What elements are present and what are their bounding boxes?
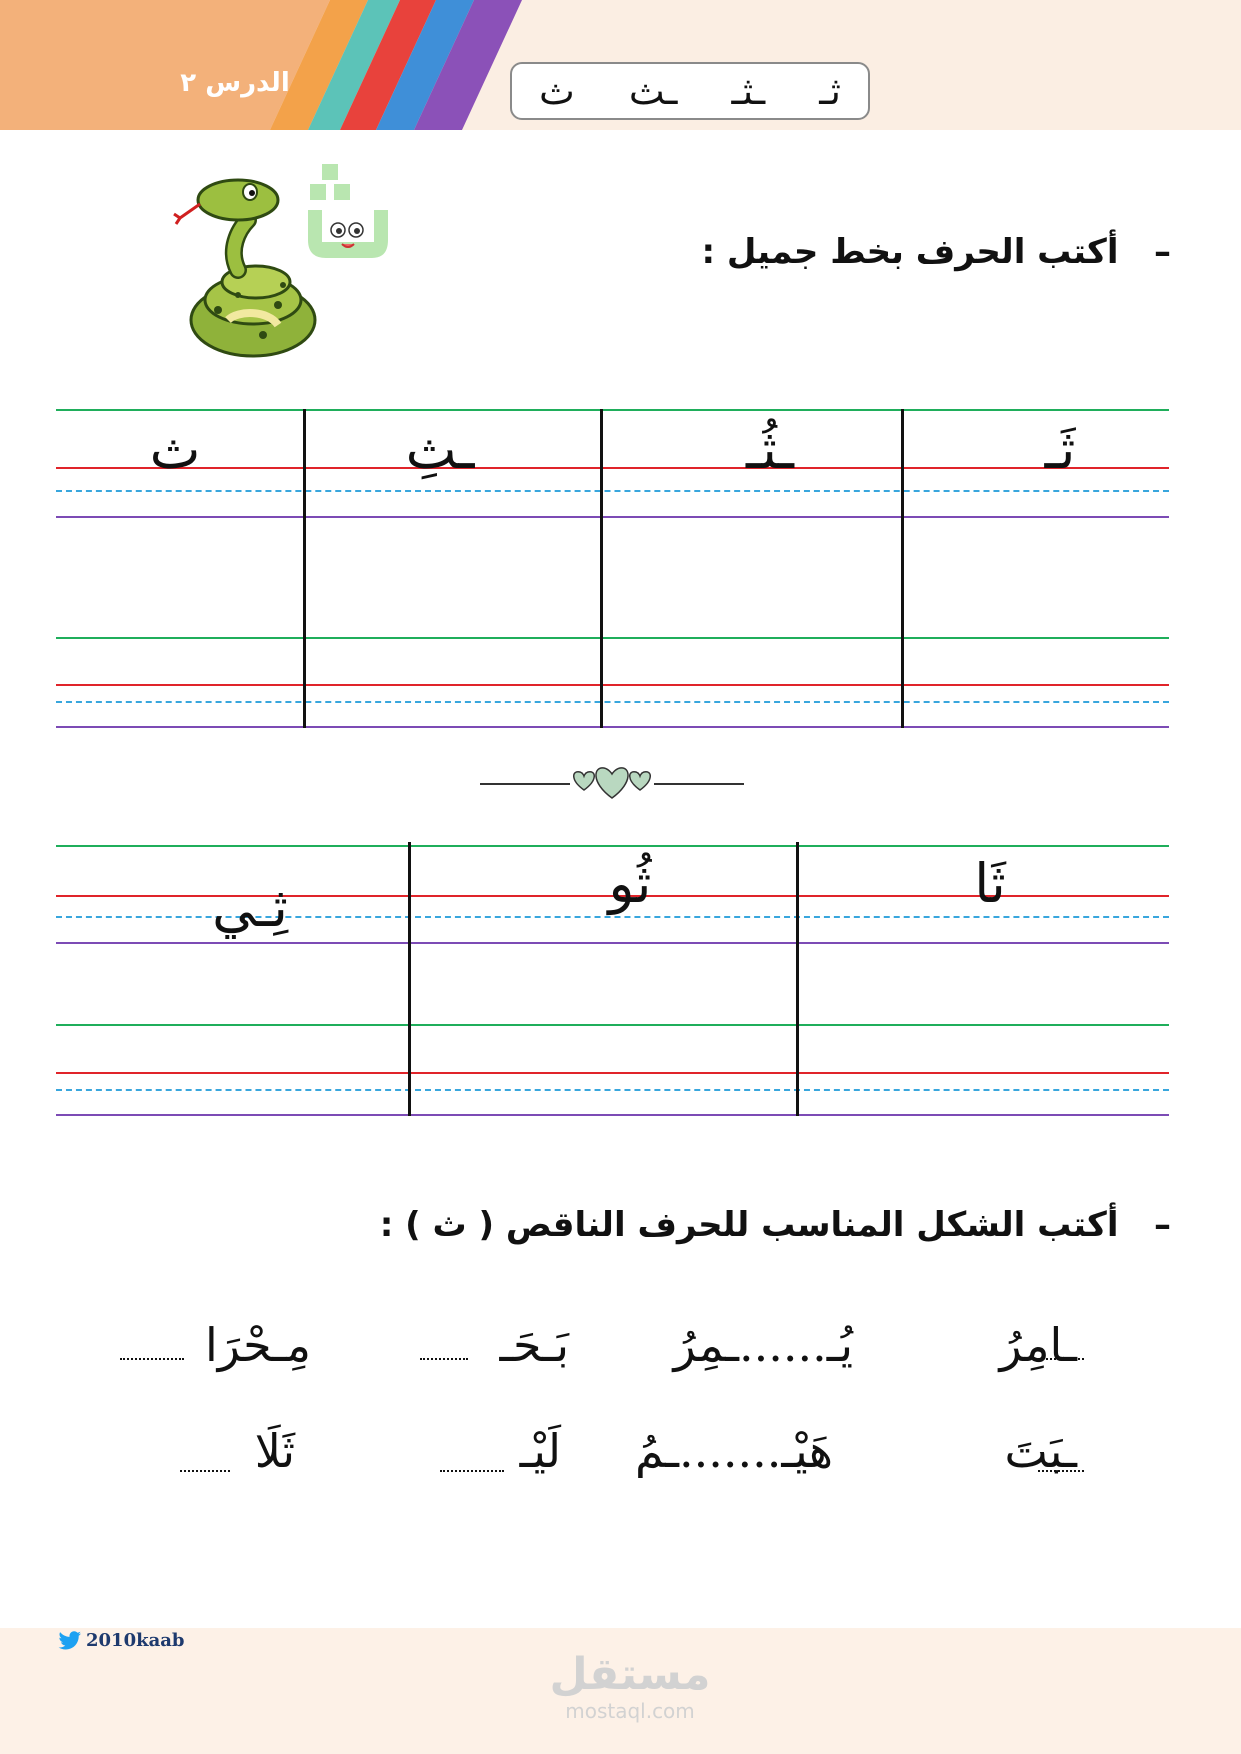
fill-word-8: ثَلَا <box>254 1424 295 1478</box>
watermark-url: mostaql.com <box>565 1699 695 1723</box>
model-syllable-thu-waw: ثُو <box>608 852 652 915</box>
blank-line[interactable] <box>1038 1358 1084 1360</box>
divider-left <box>480 783 570 785</box>
model-letter-medial: ـثُـ <box>746 418 794 481</box>
divider-right <box>654 783 744 785</box>
lesson-label: الدرس ٢ <box>180 68 290 98</box>
blank-line[interactable] <box>420 1358 468 1360</box>
model-letter-isolated: ث <box>149 418 201 481</box>
hearts-icon <box>566 760 658 804</box>
twitter-bird-icon <box>58 1631 82 1651</box>
fill-word-2: يُـ......ـمِرُ <box>673 1318 853 1372</box>
fill-word-5: ـبَتَ <box>1004 1424 1077 1478</box>
header-stripes <box>0 0 540 130</box>
twitter-handle-text: 2010kaab <box>86 1630 185 1651</box>
letter-form-medial: ـثـ <box>731 69 766 113</box>
model-syllable-tha-alif: ثَا <box>974 852 1006 915</box>
section2-instruction-text: أكتب الشكل المناسب للحرف الناقص ( ث ) : <box>379 1205 1119 1245</box>
letter-forms-box <box>510 62 870 120</box>
blank-line[interactable] <box>180 1470 230 1472</box>
watermark <box>520 1650 740 1722</box>
fill-word-1: ـامِرُ <box>999 1318 1077 1372</box>
model-syllable-thi-ya: ثِـي <box>212 876 288 939</box>
fill-word-7: لَيْـ <box>519 1424 561 1478</box>
fill-word-3: بَـحَـ <box>499 1318 569 1372</box>
section2-instruction <box>380 1205 1171 1245</box>
watermark-arabic: مستقل <box>549 1649 711 1700</box>
bullet-dash: – <box>1154 232 1171 272</box>
section1-instruction-text: أكتب الحرف بخط جميل : <box>701 232 1119 272</box>
fill-word-6: هَيْـ.......ـمُ <box>634 1424 833 1478</box>
letter-tha-character-icon <box>302 160 394 265</box>
model-letter-final: ـثِ <box>405 418 475 481</box>
twitter-handle[interactable] <box>58 1630 184 1651</box>
letter-form-initial: ثـ <box>819 69 841 113</box>
section1-instruction <box>701 232 1171 272</box>
model-letter-initial: ثَـ <box>1044 418 1076 481</box>
letter-form-final: ـث <box>628 69 678 113</box>
blank-line[interactable] <box>120 1358 184 1360</box>
blank-line[interactable] <box>440 1470 504 1472</box>
fill-word-4: مِـحْرَا <box>205 1318 311 1372</box>
blank-line[interactable] <box>1038 1470 1084 1472</box>
letter-form-isolated: ث <box>539 69 575 113</box>
bullet-dash-2: – <box>1154 1205 1171 1245</box>
